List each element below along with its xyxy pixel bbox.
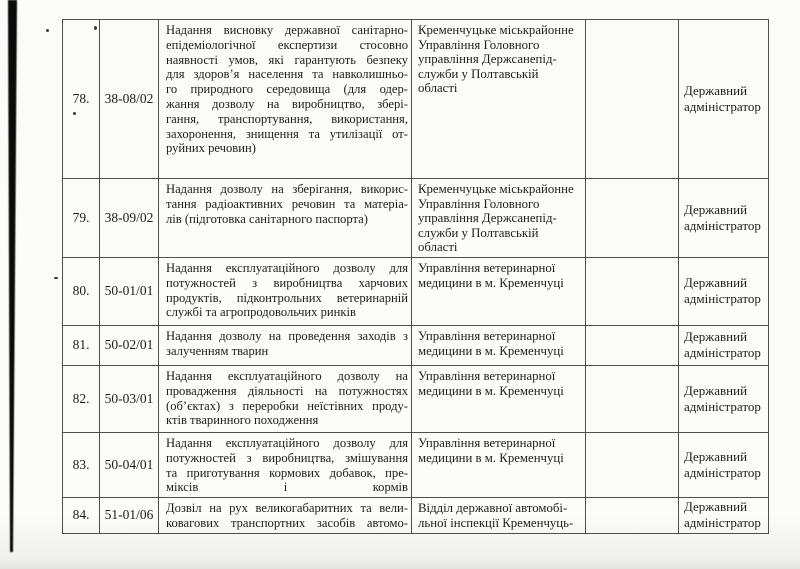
authority-line: Кременчуцьке міськрайонне <box>418 182 574 196</box>
empty-cell <box>586 498 679 534</box>
service-code-cell: 50-01/01 <box>100 257 159 325</box>
administrator-label: Державний адміністратор <box>684 499 761 531</box>
issuing-authority-cell <box>412 498 586 534</box>
table-row <box>63 20 769 179</box>
service-code-cell: 50-02/01 <box>100 325 159 365</box>
service-code-cell: 50-04/01 <box>100 432 159 497</box>
row-number-cell: 84. <box>63 498 100 534</box>
empty-cell <box>586 365 679 432</box>
issuing-authority-cell <box>412 257 586 325</box>
service-code-cell: 38-08/02 <box>100 20 159 179</box>
description-line: ктів тваринного походження <box>166 413 319 428</box>
administrator-label: Державний адміністратор <box>684 201 761 233</box>
description-line: та приготування кормових добавок, пре- <box>166 465 408 480</box>
administrator-label: Державний адміністратор <box>684 329 761 361</box>
service-code-cell: 50-03/01 <box>100 365 159 432</box>
administrator-label: Державний адміністратор <box>684 382 761 414</box>
authority-line: медицини в м. Кременчуці <box>418 450 564 465</box>
authority-line: області <box>418 240 458 255</box>
table-row <box>63 498 769 534</box>
description-line: потужностей з виробництва харчових <box>166 275 408 290</box>
description-line: потужностей з виробництва, змішування <box>166 450 408 465</box>
authority-line: льної інспекції Кременчуць- <box>418 515 574 530</box>
description-line: ковагових транспортних засобів автомо- <box>166 515 408 530</box>
table-row <box>63 325 769 365</box>
description-line: Надання дозволу на проведення заходів з <box>166 328 408 343</box>
description-line: провадження діяльності на потужностях <box>166 383 408 398</box>
description-line: епідеміологічної експертизи стосовно <box>166 37 408 52</box>
description-line: захоронення, знищення та утилізації от- <box>166 126 408 141</box>
authority-line: служби у Полтавській <box>418 66 539 81</box>
row-number-cell: 82. <box>63 365 100 432</box>
service-description-cell <box>159 257 412 325</box>
authority-line: Управління Головного <box>418 196 540 211</box>
description-line: Надання експлуатаційного дозволу для <box>166 435 408 450</box>
authority-line: області <box>418 81 458 96</box>
empty-cell <box>586 20 679 179</box>
authority-line: управління Держсанепід- <box>418 52 557 67</box>
service-description-cell <box>159 432 412 497</box>
description-line: Надання висновку державної санітарно- <box>166 23 408 37</box>
description-line: залученням тварин <box>166 343 269 358</box>
description-line: жання дозволу на виробництво, збері- <box>166 96 408 111</box>
authority-line: Кременчуцьке міськрайонне <box>418 23 574 37</box>
description-line: Надання експлуатаційного дозволу на <box>166 368 408 383</box>
description-line: лів (підготовка санітарного паспорта) <box>166 211 368 226</box>
services-table <box>62 19 769 534</box>
administrator-label: Державний адміністратор <box>684 82 761 114</box>
description-line: гання, транспортування, використання, <box>166 111 408 126</box>
description-line: Надання експлуатаційного дозволу для <box>166 260 408 275</box>
description-line: тання радіоактивних речовин та матеріа- <box>166 196 408 211</box>
description-line: Надання дозволу на зберігання, викорис- <box>166 182 408 196</box>
administrator-cell <box>679 257 769 325</box>
authority-line: Відділ державної автомобі- <box>418 501 568 516</box>
description-line: службі та агропродовольчих ринків <box>166 305 356 320</box>
description-line: міксів і кормів <box>166 480 408 495</box>
administrator-label: Державний адміністратор <box>684 275 761 307</box>
service-description-cell <box>159 20 412 179</box>
authority-line: Управління ветеринарної <box>418 328 556 343</box>
administrator-cell <box>679 325 769 365</box>
empty-cell <box>586 179 679 258</box>
row-number-cell: 83. <box>63 432 100 497</box>
issuing-authority-cell <box>412 325 586 365</box>
description-line: Дозвіл на рух великогабаритних та вели- <box>166 501 408 516</box>
administrator-cell <box>679 20 769 179</box>
scan-speck <box>46 29 49 32</box>
issuing-authority-cell <box>412 179 586 258</box>
service-description-cell <box>159 179 412 258</box>
administrator-label: Державний адміністратор <box>684 448 761 481</box>
authority-line: управління Держсанепід- <box>418 211 557 226</box>
empty-cell <box>586 325 679 365</box>
table-row <box>63 257 769 325</box>
issuing-authority-cell <box>412 365 586 432</box>
row-number-cell: 78. <box>63 20 100 179</box>
administrator-cell <box>679 498 769 534</box>
service-description-cell <box>159 498 412 534</box>
row-number-cell: 79. <box>63 179 100 258</box>
service-description-cell <box>159 325 412 365</box>
description-line: го природного середовища (для одер- <box>166 82 408 97</box>
scan-speck <box>54 277 58 279</box>
authority-line: медицини в м. Кременчуці <box>418 343 564 358</box>
description-line: (об’єктах) з переробки неїстівних проду- <box>166 398 408 413</box>
authority-line: Управління Головного <box>418 37 540 52</box>
table-row <box>63 179 769 258</box>
empty-cell <box>586 257 679 325</box>
description-line: продуктів, підконтрольних ветеринарній <box>166 290 408 305</box>
service-code-cell: 38-09/02 <box>100 179 159 258</box>
administrator-cell <box>679 365 769 432</box>
administrator-cell <box>679 179 769 258</box>
description-line: для здоров’я населення та навколишньо- <box>166 67 408 82</box>
book-spine-shadow-artifact <box>0 0 26 560</box>
row-number-cell: 81. <box>63 325 100 365</box>
administrator-cell <box>679 432 769 497</box>
description-line: руйних речовин) <box>166 141 256 156</box>
authority-line: Управління ветеринарної <box>418 260 556 275</box>
table-row <box>63 365 769 432</box>
authority-line: Управління ветеринарної <box>418 368 556 383</box>
issuing-authority-cell <box>412 432 586 497</box>
authority-line: медицини в м. Кременчуці <box>418 275 564 290</box>
service-code-cell: 51-01/06 <box>100 498 159 534</box>
authority-line: Управління ветеринарної <box>418 435 556 450</box>
description-line: наявності умов, які гарантують безпеку <box>166 52 408 67</box>
authority-line: медицини в м. Кременчуці <box>418 383 564 398</box>
table-row <box>63 432 769 497</box>
issuing-authority-cell <box>412 20 586 179</box>
authority-line: служби у Полтавській <box>418 225 539 240</box>
service-description-cell <box>159 365 412 432</box>
empty-cell <box>586 432 679 497</box>
row-number-cell: 80. <box>63 257 100 325</box>
